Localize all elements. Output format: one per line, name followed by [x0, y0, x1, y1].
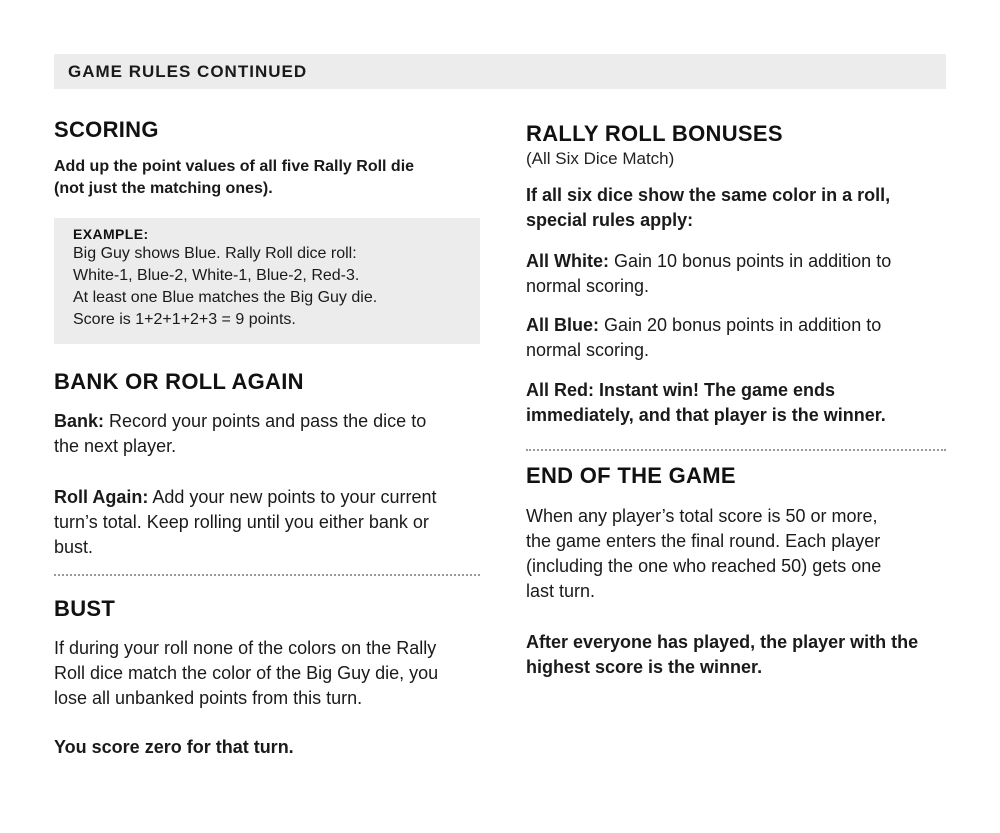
section-divider — [526, 449, 946, 451]
roll-again-label: Roll Again: — [54, 487, 149, 507]
all-white-text: Gain 10 bonus points in addition to — [609, 251, 892, 271]
bonus-all-blue — [526, 313, 946, 363]
all-blue-text: normal scoring. — [526, 340, 650, 360]
bonuses-heading: RALLY ROLL BONUSES — [526, 121, 783, 146]
bust-heading: BUST — [54, 596, 116, 621]
example-line: At least one Blue matches the Big Guy die. — [73, 289, 378, 306]
end-line: the game enters the final round. Each player — [526, 531, 881, 551]
scoring-example-box — [54, 218, 480, 344]
bank-paragraph — [54, 409, 480, 459]
example-line: White-1, Blue-2, White-1, Blue-2, Red-3. — [73, 267, 360, 284]
scoring-intro — [54, 156, 480, 200]
end-line: (including the one who reached 50) gets one — [526, 556, 882, 576]
end-paragraph — [526, 504, 946, 604]
example-label: EXAMPLE: — [73, 226, 149, 242]
end-final-line: highest score is the winner. — [526, 657, 763, 677]
end-final-paragraph — [526, 630, 946, 680]
roll-again-text: turn’s total. Keep rolling until you either bank or — [54, 512, 429, 532]
example-line: Big Guy shows Blue. Rally Roll dice roll: — [73, 245, 357, 262]
bank-text: Record your points and pass the dice to — [104, 411, 427, 431]
roll-again-paragraph — [54, 485, 480, 560]
scoring-heading: SCORING — [54, 117, 159, 142]
bust-line: If during your roll none of the colors on the Rally — [54, 638, 437, 658]
all-red-text: The game ends — [699, 380, 836, 400]
end-line: last turn. — [526, 581, 596, 601]
all-white-label: All White: — [526, 251, 609, 271]
bonuses-intro-line: special rules apply: — [526, 210, 694, 230]
section-banner — [54, 54, 946, 89]
all-red-label: All Red: Instant win! — [526, 380, 699, 400]
bank-heading: BANK OR ROLL AGAIN — [54, 369, 304, 394]
banner-title: GAME RULES CONTINUED — [68, 61, 308, 81]
end-line: When any player’s total score is 50 or more, — [526, 506, 878, 526]
section-divider — [54, 574, 480, 576]
roll-again-text: bust. — [54, 537, 94, 557]
roll-again-text: Add your new points to your current — [148, 487, 437, 507]
bonuses-subheading: (All Six Dice Match) — [526, 149, 675, 168]
bust-line: Roll dice match the color of the Big Guy die, you — [54, 663, 439, 683]
bust-zero-score: You score zero for that turn. — [54, 737, 294, 757]
bank-text: the next player. — [54, 436, 177, 456]
example-line: Score is 1+2+1+2+3 = 9 points. — [73, 311, 296, 328]
bonus-all-white — [526, 249, 946, 299]
end-heading: END OF THE GAME — [526, 463, 736, 488]
all-white-text: normal scoring. — [526, 276, 650, 296]
all-red-text: immediately, and that player is the winner. — [526, 405, 886, 425]
end-final-line: After everyone has played, the player with the — [526, 632, 919, 652]
bonuses-intro-line: If all six dice show the same color in a roll, — [526, 185, 891, 205]
bank-label: Bank: — [54, 411, 105, 431]
bonus-all-red — [526, 378, 946, 428]
all-blue-label: All Blue: — [526, 315, 600, 335]
bonuses-intro — [526, 183, 946, 233]
scoring-intro-line-1: Add up the point values of all five Rally Roll die — [54, 158, 415, 175]
bust-paragraph — [54, 636, 480, 711]
all-blue-text: Gain 20 bonus points in addition to — [599, 315, 882, 335]
bust-line: lose all unbanked points from this turn. — [54, 688, 363, 708]
scoring-intro-line-2: (not just the matching ones). — [54, 180, 273, 197]
